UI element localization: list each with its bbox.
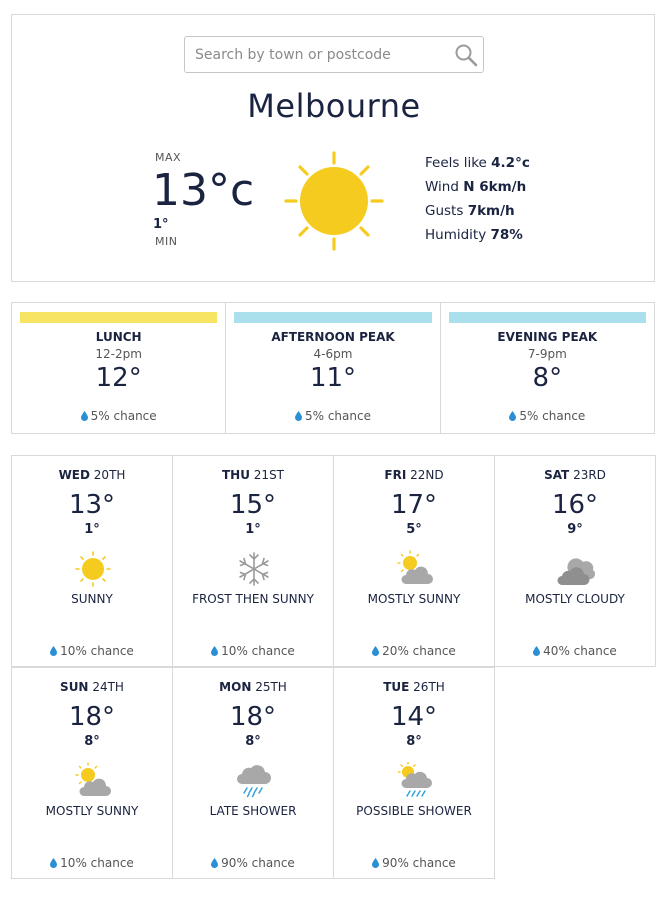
raindrop-icon — [533, 646, 540, 656]
day-date: 23RD — [573, 468, 606, 482]
period-color-bar — [234, 312, 431, 323]
forecast-day-tue — [333, 667, 495, 879]
rain-chance-text: 5% chance — [304, 409, 371, 423]
day-min-temperature: 1° — [84, 522, 100, 537]
day-min-temperature: 5° — [406, 522, 422, 537]
raindrop-icon — [211, 646, 218, 656]
period-afternoon-peak — [225, 303, 439, 433]
day-date: 26TH — [413, 680, 445, 694]
raindrop-icon — [81, 411, 88, 421]
search-input[interactable] — [185, 37, 447, 72]
day-periods — [11, 302, 655, 434]
wind-value: N 6km/h — [463, 179, 527, 195]
day-name — [334, 468, 494, 482]
rain-chance-text: 40% chance — [543, 644, 617, 658]
humidity-label: Humidity — [425, 227, 487, 243]
rain-chance — [12, 409, 225, 423]
wind-label: Wind — [425, 179, 459, 195]
forecast-day-wed — [11, 455, 173, 667]
period-time: 4-6pm — [313, 347, 353, 361]
raindrop-icon — [372, 858, 379, 868]
period-color-bar — [449, 312, 646, 323]
day-max-temperature: 15° — [229, 490, 277, 520]
day-description: FROST THEN SUNNY — [192, 592, 314, 606]
forecast-day-sun — [11, 667, 173, 879]
day-max-temperature: 17° — [390, 490, 438, 520]
search-icon[interactable] — [454, 43, 478, 67]
shower-icon — [235, 762, 273, 800]
day-min-temperature: 1° — [245, 522, 261, 537]
day-name — [334, 680, 494, 694]
day-description: MOSTLY CLOUDY — [525, 592, 625, 606]
period-color-bar — [20, 312, 217, 323]
day-name — [173, 680, 333, 694]
day-name — [12, 468, 172, 482]
gusts-label: Gusts — [425, 203, 464, 219]
period-temperature: 11° — [309, 363, 357, 393]
day-description: SUNNY — [71, 592, 113, 606]
day-date: 22ND — [410, 468, 444, 482]
day-label: FRI — [384, 468, 407, 482]
cloud-icon — [557, 550, 595, 588]
weather-details — [425, 153, 645, 249]
rain-chance-text: 90% chance — [221, 856, 295, 870]
min-label: MIN — [155, 235, 178, 248]
humidity-value: 78% — [490, 227, 523, 243]
max-label: MAX — [155, 151, 182, 164]
raindrop-icon — [50, 858, 57, 868]
day-description: MOSTLY SUNNY — [367, 592, 461, 606]
search-box[interactable] — [184, 36, 484, 73]
day-description: MOSTLY SUNNY — [45, 804, 139, 818]
rain-chance — [12, 644, 172, 658]
forecast-day-thu — [172, 455, 334, 667]
period-time: 7-9pm — [527, 347, 567, 361]
rain-chance-text: 10% chance — [221, 644, 295, 658]
day-max-temperature: 16° — [551, 490, 599, 520]
day-name — [173, 468, 333, 482]
day-max-temperature: 14° — [390, 702, 438, 732]
rain-chance — [334, 644, 494, 658]
day-label: WED — [58, 468, 90, 482]
current-conditions-card — [11, 14, 655, 282]
sun-icon — [282, 149, 386, 253]
rain-chance — [334, 856, 494, 870]
day-min-temperature: 8° — [245, 734, 261, 749]
day-max-temperature: 13° — [68, 490, 116, 520]
feels-like-label: Feels like — [425, 155, 487, 171]
day-max-temperature: 18° — [68, 702, 116, 732]
forecast-day-fri — [333, 455, 495, 667]
day-date: 20TH — [93, 468, 126, 482]
period-lunch — [12, 303, 225, 433]
raindrop-icon — [211, 858, 218, 868]
period-name: LUNCH — [95, 330, 142, 344]
sun-cloud-icon — [396, 550, 434, 588]
day-label: MON — [219, 680, 252, 694]
snowflake-icon — [235, 550, 273, 588]
wind-row — [425, 177, 645, 201]
period-time: 12-2pm — [95, 347, 142, 361]
city-name: Melbourne — [247, 87, 421, 125]
period-temperature: 12° — [95, 363, 142, 393]
forecast-day-sat — [494, 455, 656, 667]
rain-chance-text: 90% chance — [382, 856, 456, 870]
rain-chance-text: 10% chance — [60, 856, 134, 870]
day-label: SUN — [60, 680, 89, 694]
rain-chance-text: 20% chance — [382, 644, 456, 658]
day-max-temperature: 18° — [229, 702, 277, 732]
period-name: AFTERNOON PEAK — [271, 330, 395, 344]
day-min-temperature: 8° — [406, 734, 422, 749]
day-min-temperature: 8° — [84, 734, 100, 749]
rain-chance-text: 10% chance — [60, 644, 134, 658]
gusts-row — [425, 201, 645, 225]
rain-chance — [173, 856, 333, 870]
raindrop-icon — [509, 411, 516, 421]
day-name — [495, 468, 655, 482]
feels-like-value: 4.2°c — [491, 155, 530, 171]
raindrop-icon — [372, 646, 379, 656]
day-label: THU — [221, 468, 250, 482]
max-temperature: 13°c — [152, 165, 255, 216]
feels-like-row — [425, 153, 645, 177]
day-description: POSSIBLE SHOWER — [356, 804, 472, 818]
gusts-value: 7km/h — [467, 203, 515, 219]
day-name — [12, 680, 172, 694]
period-temperature: 8° — [532, 363, 563, 393]
rain-chance-text: 5% chance — [519, 409, 586, 423]
day-label: SAT — [544, 468, 570, 482]
rain-chance — [226, 409, 439, 423]
forecast-day-mon — [172, 667, 334, 879]
day-min-temperature: 9° — [567, 522, 583, 537]
raindrop-icon — [295, 411, 302, 421]
period-name: EVENING PEAK — [497, 330, 598, 344]
rain-chance — [441, 409, 654, 423]
rain-chance — [12, 856, 172, 870]
day-date: 25TH — [255, 680, 287, 694]
rain-chance-text: 5% chance — [90, 409, 157, 423]
sun-icon — [74, 550, 112, 588]
min-temperature: 1° — [153, 217, 169, 232]
humidity-row — [425, 225, 645, 249]
period-evening-peak — [440, 303, 654, 433]
sun-cloud-icon — [74, 762, 112, 800]
sun-shower-icon — [396, 762, 434, 800]
rain-chance — [495, 644, 655, 658]
day-date: 21ST — [253, 468, 285, 482]
current-temperature — [152, 149, 282, 259]
rain-chance — [173, 644, 333, 658]
raindrop-icon — [50, 646, 57, 656]
day-date: 24TH — [92, 680, 124, 694]
day-description: LATE SHOWER — [209, 804, 297, 818]
day-label: TUE — [383, 680, 410, 694]
